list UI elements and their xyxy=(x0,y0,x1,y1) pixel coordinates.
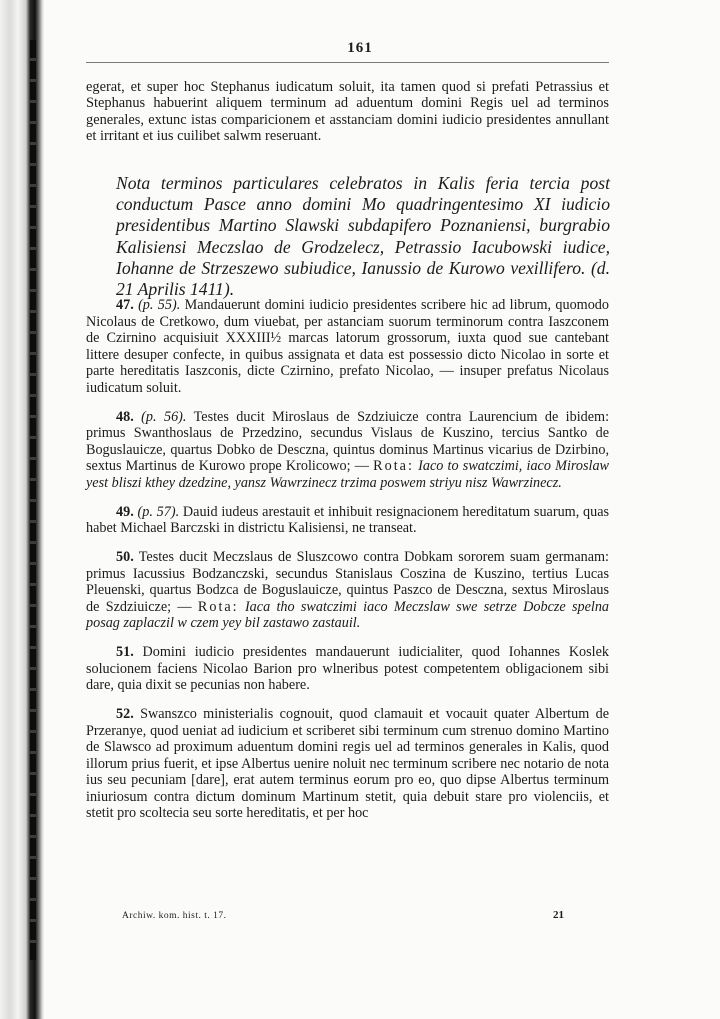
entry-number: 47. xyxy=(116,297,134,313)
entry-text: Dauid iudeus arestauit et inhibuit resignacionem hereditatum suarum, quas habet Michael Barczski in districtu Kalisiensi, ne transeat. xyxy=(86,503,610,536)
rota-label: Rota: xyxy=(373,458,414,474)
entry-page-ref: (p. 55). xyxy=(138,297,181,313)
page-number: 161 xyxy=(347,40,373,56)
entries-list xyxy=(86,297,609,834)
rota-text: Iaco to swatczimi, iaco Miroslaw yest bliszi kthey dzedzine, yansz Wawrzinecz trzima poswem striyu nisz Wawrzinecz. xyxy=(86,458,610,491)
entry-number: 49. xyxy=(116,503,134,520)
entry-number: 51. xyxy=(116,644,134,660)
section-heading: Nota terminos particulares celebratos in Kalis feria tercia post conductum Pasce anno domini Mo quadringentesimo XI iudicio presidentibus Martino Slawski subdapifero Poznaniensi, burgrabio Kalisiensi Meczslao de Grodzelecz, Petrassio Iacubowski iudice, Iohanne de Strzeszewo subiudice, Ianussio de Kurowo vexillifero. (d. 21 Aprilis 1411). xyxy=(116,173,610,300)
entry-text: Testes ducit Miroslaus de Szdziuicze contra Laurencium de ibidem: primus Swanthoslaus de Przedzino, secundus Vislaus de Kuszino, tercius Santko de Boguslauicze, quartus Dobko de Desczna, quintus dominus Martinus vicarius de Dzirbino, sextus Martinus de Kurowo prope Krolicowo; — xyxy=(86,408,610,474)
entry-number: 48. xyxy=(116,408,134,425)
entry-50 xyxy=(86,549,609,632)
entry-number: 52. xyxy=(116,706,134,722)
rota-text: Iaca tho swatczimi iaco Meczslaw swe setrze Dobcze spelna posag zaplaczil w czem yey bil zastawo zastauil. xyxy=(86,598,610,631)
header-rule xyxy=(86,62,609,63)
intro-text: egerat, et super hoc Stephanus iudicatum soluit, ita tamen quod si prefati Petrassius et Stephanus habuerint aliquem terminum ad aduentum domini Regis uel ad terminos generales, extunc istas comparicionem et asstanciam domini iudicio presidentes annullant et irritant et ius cuilibet salwm reseruant. xyxy=(86,79,609,145)
entry-page-ref: (p. 56). xyxy=(141,408,187,425)
book-binding-edge xyxy=(0,0,44,1019)
entry-51 xyxy=(86,644,609,694)
entry-text: Testes ducit Meczslaus de Sluszcowo contra Dobkam sororem suam germanam: primus Iacussius Bodzanczski, secundus Stanislaus Coszina de Kuszino, tertius Lucas Pleuenski, quartus Bodzca de Boguslauicze, quintus Paszco de Desczna, sextus Miroslaus de Szdziuicze; — xyxy=(86,549,609,615)
entry-text: Mandauerunt domini iudicio presidentes scribere hic ad librum, quomodo Nicolaus de Cretkowo, dum viuebat, per astanciam suorum terminorum contra Iaszconem de Czirnino acquisiuit XXXIII½ marcas latorum grossorum, iuxta quod sue cantebant littere desuper confecte, in quibus assignata et data est possessio dicto Nicolao in sorte et parte hereditatis Iaszconis, dicte Czirnino, prefato Nicolao, — insuper prefatus Nicolaus iudicatum soluit. xyxy=(86,297,609,396)
footer-signature: 21 xyxy=(553,909,564,921)
entry-47 xyxy=(86,297,609,396)
entry-text: Domini iudicio presidentes mandauerunt iudicialiter, quod Iohannes Koslek solucionem faciens Nicolao Barion pro wlneribus potest competentem obligacionem sibi dare, quia dixit se pecunias non habere. xyxy=(86,644,610,693)
entry-number: 50. xyxy=(116,549,134,565)
entry-text: Swanszco ministerialis cognouit, quod clamauit et vocauit quater Albertum de Przeranye, quod ueniat ad iudicium et scriberet sibi terminum cum strenuo domino Martino de Slawsco ad proximum aduentum domini regis uel ad terminos generales in Kalis, quod illorum prius fuerit, et ipse Albertus uenire noluit nec terminum scribere nec notario de nota ius seu pecuniam [dare], erat autem terminus eorum pro eo, quo dipse Albertus terminum iniuriosum contra dictum dominum Martinum stetit, quia debuit stare pro violenciis, et stetit pro scoltecia seu sorte hereditatis, et per hoc xyxy=(86,706,609,821)
intro-paragraph xyxy=(86,79,609,145)
entry-48 xyxy=(86,409,609,492)
entry-page-ref: (p. 57). xyxy=(137,503,180,520)
rota-label: Rota: xyxy=(197,598,239,615)
entry-49 xyxy=(86,504,609,537)
entry-52 xyxy=(86,706,609,822)
footer-source: Archiw. kom. hist. t. 17. xyxy=(122,911,227,921)
